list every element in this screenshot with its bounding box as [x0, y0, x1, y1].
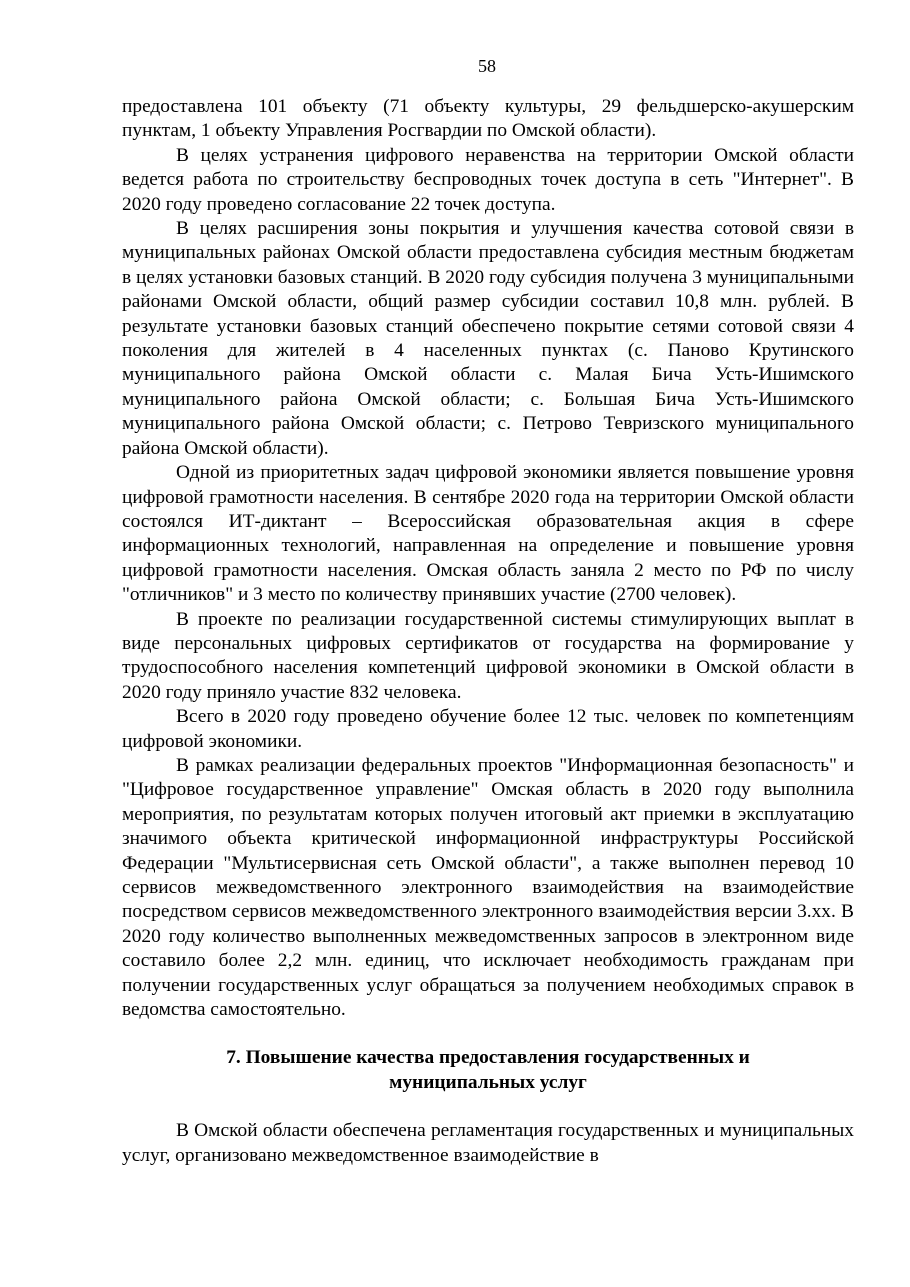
- paragraph: предоставлена 101 объекту (71 объекту культуры, 29 фельдшерско-акушерским пунктам, 1 объекту Управления Росгвардии по Омской области).: [122, 96, 854, 142]
- section-heading-line: 7. Повышение качества предоставления государственных и: [226, 1047, 750, 1069]
- section-heading-line: муниципальных услуг: [389, 1071, 587, 1093]
- section-heading: [122, 1046, 854, 1095]
- paragraph: В рамках реализации федеральных проектов "Информационная безопасность" и "Цифровое государственное управление" Омская область в 2020 году выполнила мероприятия, по результатам которых получен итоговый акт приемки в эксплуатацию значимого объекта критической информационной инфраструктуры Российской Федерации "Мультисервисная сеть Омской области", а также выполнен перевод 10 сервисов межведомственного электронного взаимодействия на взаимодействие посредством сервисов межведомственного электронного взаимодействия версии 3.xx. В 2020 году количество выполненных межведомственных запросов в электронном виде составило более 2,2 млн. единиц, что исключает необходимость гражданам при получении государственных услуг обращаться за получением необходимых справок в ведомства самостоятельно.: [122, 754, 854, 1021]
- paragraph: В целях расширения зоны покрытия и улучшения качества сотовой связи в муниципальных районах Омской области предоставлена субсидия местным бюджетам в целях установки базовых станций. В 2020 году субсидия получена 3 муниципальными районами Омской области, общий размер субсидии составил 10,8 млн. рублей. В результате установки базовых станций обеспечено покрытие сетями сотовой связи 4 поколения для жителей в 4 населенных пунктах (с. Паново Крутинского муниципального района Омской области с. Малая Бича Усть-Ишимского муниципального района Омской области; с. Большая Бича Усть-Ишимского муниципального района Омской области; с. Петрово Тевризского муниципального района Омской области).: [122, 218, 854, 459]
- paragraph: В целях устранения цифрового неравенства на территории Омской области ведется работа по строительству беспроводных точек доступа в сеть "Интернет". В 2020 году проведено согласование 22 точек доступа.: [122, 144, 854, 215]
- paragraph: В Омской области обеспечена регламентация государственных и муниципальных услуг, организовано межведомственное взаимодействие в: [122, 1120, 854, 1166]
- paragraph: Одной из приоритетных задач цифровой экономики является повышение уровня цифровой грамотности населения. В сентябре 2020 года на территории Омской области состоялся ИТ-диктант – Всероссийская образовательная акция в сфере информационных технологий, направленная на определение и повышение уровня цифровой грамотности населения. Омская область заняла 2 место по РФ по числу "отличников" и 3 место по количеству принявших участие (2700 человек).: [122, 462, 854, 606]
- page-number: 58: [478, 56, 496, 76]
- paragraph: В проекте по реализации государственной системы стимулирующих выплат в виде персональных цифровых сертификатов от государства на формирование у трудоспособного населения компетенций цифровой экономики в Омской области в 2020 году приняло участие 832 человека.: [122, 608, 854, 703]
- paragraph: Всего в 2020 году проведено обучение более 12 тыс. человек по компетенциям цифровой экономики.: [122, 706, 854, 752]
- document-body: [122, 95, 854, 1168]
